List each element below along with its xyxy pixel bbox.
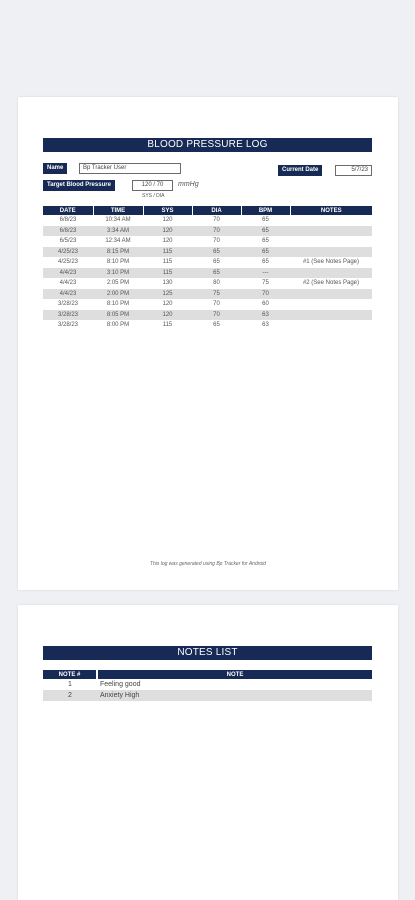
table-row xyxy=(43,310,372,321)
table-row xyxy=(43,257,372,268)
cell-time: 8:10 PM xyxy=(106,259,130,266)
cell-dia: 70 xyxy=(192,310,241,321)
cell-bpm: 65 xyxy=(241,226,290,237)
cell-dia: 70 xyxy=(213,301,220,308)
table-row xyxy=(43,226,372,237)
cell-dia: 65 xyxy=(213,259,220,266)
cell-bpm: 65 xyxy=(241,247,290,258)
cell-notes xyxy=(290,268,372,279)
notes-page xyxy=(18,605,398,900)
cell-notes: #2 (See Notes Page) xyxy=(302,280,360,287)
cell-dia: 65 xyxy=(213,322,220,329)
list-item xyxy=(43,690,372,701)
col-note-number: NOTE # xyxy=(43,670,97,679)
bp-log-table xyxy=(43,206,372,331)
note-number: 2 xyxy=(43,690,97,701)
cell-time: 8:00 PM xyxy=(106,322,130,329)
cell-sys: 115 xyxy=(143,247,192,258)
cell-bpm: --- xyxy=(241,268,290,279)
cell-time: 2:00 PM xyxy=(93,289,143,300)
cell-bpm: 63 xyxy=(262,322,269,329)
cell-date: 4/4/23 xyxy=(43,289,93,300)
current-date-field: 5/7/23 xyxy=(335,165,372,176)
cell-dia: 70 xyxy=(213,217,220,224)
cell-sys: 120 xyxy=(143,226,192,237)
col-notes: NOTES xyxy=(290,206,372,215)
log-page xyxy=(18,97,398,590)
table-row xyxy=(43,320,372,331)
cell-date: 3/28/23 xyxy=(57,322,79,329)
cell-bpm: 65 xyxy=(262,259,269,266)
col-date: DATE xyxy=(43,206,93,215)
cell-notes xyxy=(290,289,372,300)
list-item xyxy=(43,679,372,690)
cell-dia: 70 xyxy=(213,238,220,245)
cell-sys: 125 xyxy=(143,289,192,300)
cell-date: 3/28/23 xyxy=(57,301,79,308)
cell-date: 3/28/23 xyxy=(43,310,93,321)
cell-sys: 130 xyxy=(162,280,173,287)
cell-dia: 65 xyxy=(192,268,241,279)
cell-notes xyxy=(290,320,372,331)
cell-bpm: 65 xyxy=(262,217,269,224)
note-number: 1 xyxy=(68,681,72,688)
col-time: TIME xyxy=(93,206,143,215)
cell-dia: 70 xyxy=(192,226,241,237)
cell-time: 3:10 PM xyxy=(93,268,143,279)
name-field: Bp Tracker User xyxy=(79,163,181,174)
note-text: Anxiety High xyxy=(97,690,372,701)
target-bp-label: Target Blood Pressure xyxy=(43,180,115,191)
cell-time: 2:05 PM xyxy=(106,280,130,287)
table-row xyxy=(43,215,372,226)
cell-notes xyxy=(290,310,372,321)
cell-dia: 75 xyxy=(192,289,241,300)
col-note: NOTE xyxy=(97,670,372,679)
cell-notes xyxy=(290,215,372,226)
cell-sys: 115 xyxy=(162,259,173,266)
log-footer: This log was generated using Bp Tracker for Android xyxy=(149,561,267,567)
cell-sys: 120 xyxy=(162,301,173,308)
cell-time: 3:34 AM xyxy=(93,226,143,237)
cell-notes: #1 (See Notes Page) xyxy=(302,259,360,266)
log-title: BLOOD PRESSURE LOG xyxy=(43,138,372,152)
cell-time: 12:34 AM xyxy=(105,238,131,245)
cell-bpm: 70 xyxy=(241,289,290,300)
cell-date: 4/25/23 xyxy=(57,259,79,266)
table-row xyxy=(43,289,372,300)
table-row xyxy=(43,236,372,247)
cell-date: 6/8/23 xyxy=(59,217,77,224)
cell-time: 10:34 AM xyxy=(105,217,131,224)
notes-title: NOTES LIST xyxy=(43,646,372,660)
cell-bpm: 75 xyxy=(262,280,269,287)
cell-bpm: 63 xyxy=(241,310,290,321)
cell-time: 8:15 PM xyxy=(93,247,143,258)
target-sublabel: SYS / DIA xyxy=(142,193,165,199)
table-row xyxy=(43,268,372,279)
table-row xyxy=(43,278,372,289)
target-unit: mmHg xyxy=(178,181,199,188)
notes-table xyxy=(43,670,372,701)
cell-date: 6/5/23 xyxy=(59,238,77,245)
current-date-label: Current Date xyxy=(278,165,322,176)
note-text: Feeling good xyxy=(100,681,141,688)
cell-notes xyxy=(290,247,372,258)
name-label: Name xyxy=(43,163,67,174)
cell-sys: 115 xyxy=(143,268,192,279)
table-row xyxy=(43,247,372,258)
cell-sys: 120 xyxy=(143,310,192,321)
table-row xyxy=(43,299,372,310)
cell-bpm: 65 xyxy=(262,238,269,245)
cell-sys: 120 xyxy=(162,238,173,245)
col-sys: SYS xyxy=(143,206,192,215)
col-dia: DIA xyxy=(192,206,241,215)
cell-time: 8:10 PM xyxy=(106,301,130,308)
col-bpm: BPM xyxy=(241,206,290,215)
target-bp-field: 120 / 70 xyxy=(132,180,173,191)
cell-time: 8:05 PM xyxy=(93,310,143,321)
cell-sys: 120 xyxy=(162,217,173,224)
cell-date: 4/25/23 xyxy=(43,247,93,258)
cell-notes xyxy=(290,226,372,237)
cell-date: 4/4/23 xyxy=(43,268,93,279)
cell-sys: 115 xyxy=(162,322,173,329)
cell-bpm: 60 xyxy=(262,301,269,308)
cell-date: 6/8/23 xyxy=(43,226,93,237)
cell-notes xyxy=(290,299,372,310)
cell-dia: 80 xyxy=(213,280,220,287)
cell-dia: 65 xyxy=(192,247,241,258)
cell-date: 4/4/23 xyxy=(59,280,77,287)
cell-notes xyxy=(290,236,372,247)
